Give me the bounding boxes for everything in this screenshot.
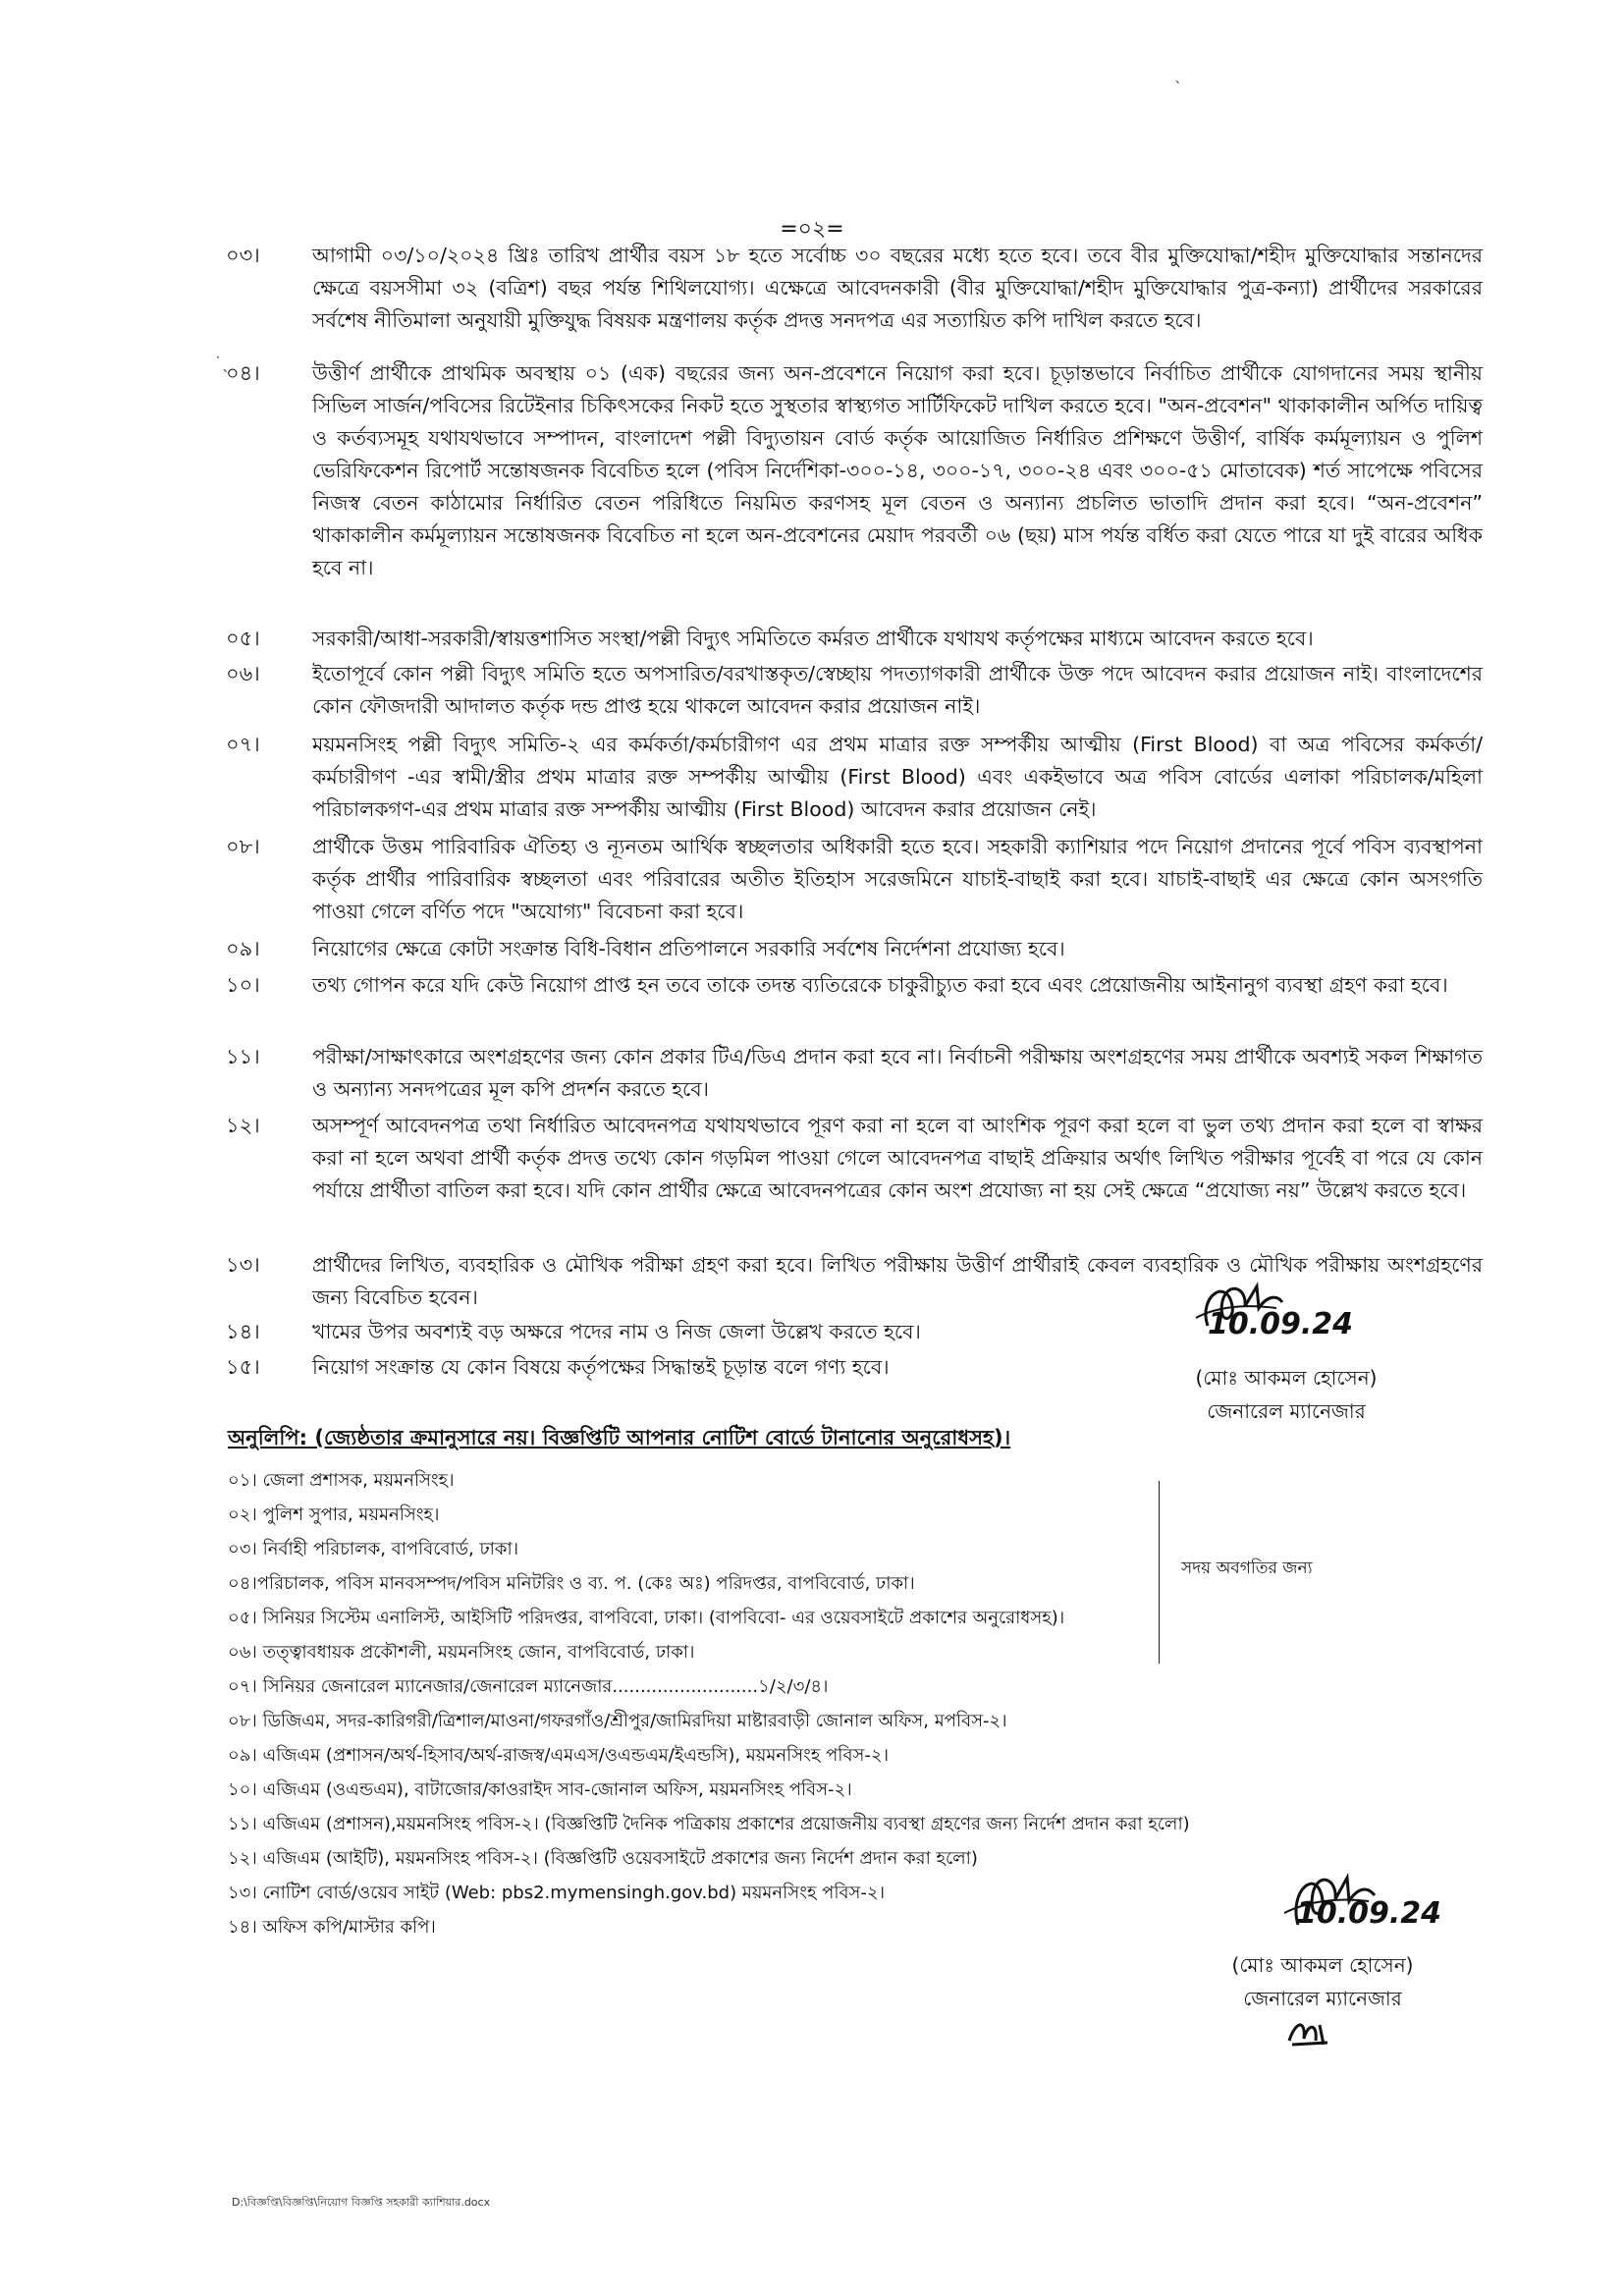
margin-mark: ˋ	[1174, 79, 1182, 97]
list-item: ০২। পুলিশ সুপার, ময়মনসিংহ।	[228, 1504, 440, 1525]
clause-number: ১১।	[226, 1045, 260, 1068]
clause-text: উত্তীর্ণ প্রার্থীকে প্রাথমিক অবস্থায় ০১ (এক) বছরের জন্য অন-প্রবেশনে নিয়োগ করা হবে। চূড়ান্তভাবে নির্বাচিত প্রার্থীকে যোগদানের সময় স্থানীয় সিভিল সার্জন/পবিসের রিটেইনার চিকিৎসকের নিকট হতে সুস্থতার স্বাস্থ্যগত সার্টিফিকেট দাখিল করতে হবে। "অন-প্রবেশন" থাকাকালীন অর্পিত দায়িত্ব ও কর্তব্যসমূহ যথাযথভাবে সম্পাদন, বাংলাদেশ পল্লী বিদ্যুতায়ন বোর্ড কর্তৃক আয়োজিত নির্ধারিত প্রশিক্ষণে উত্তীর্ণ, বার্ষিক কর্মমূল্যায়ন ও পুলিশ ভেরিফিকেশন রিপোর্ট সন্তোষজনক বিবেচিত হলে (পবিস নির্দেশিকা-৩০০-১৪, ৩০০-১৭, ৩০০-২৪ এবং ৩০০-৫১ মোতাবেক) শর্ত সাপেক্ষে পবিসের নিজস্ব বেতন কাঠামোর নির্ধারিত বেতন পরিধিতে নিয়মিত করণসহ মূল বেতন ও অন্যান্য প্রচলিত ভাতাদি প্রদান করা হবে। “অন-প্রবেশন” থাকাকালীন কর্মমূল্যায়ন সন্তোষজনক বিবেচিত না হলে অন-প্রবেশনের মেয়াদ পরবর্তী ০৬ (ছয়) মাস পর্যন্ত বর্ধিত করা যেতে পারে যা দুই বারের অধিক হবে না।	[312, 361, 1483, 579]
clause-text: অসম্পূর্ণ আবেদনপত্র তথা নির্ধারিত আবেদনপত্র যথাযথভাবে পূরণ করা না হলে বা আংশিক পূরণ করা হলে বা ভুল তথ্য প্রদান করা হলে বা স্বাক্ষর করা না হলে অথবা প্রার্থী কর্তৃক প্রদত্ত তথ্যে কোন গড়মিল পাওয়া গেলে আবেদনপত্র বাছাই প্রক্রিয়ার অর্থাৎ লিখিত পরীক্ষার পূর্বেই বা পরে যে কোন পর্যায়ে প্রার্থীতা বাতিল করা হবে। যদি কোন প্রার্থীর ক্ষেত্রে আবেদনপত্রের কোন অংশ প্রযোজ্য না হয় সেই ক্ষেত্রে “প্রযোজ্য নয়” উল্লেখ করতে হবে।	[312, 1114, 1483, 1202]
signatory-title: জেনারেল ম্যানেজার	[1207, 1399, 1366, 1423]
clause-text: খামের উপর অবশ্যই বড় অক্ষরে পদের নাম ও নিজ জেলা উল্লেখ করতে হবে।	[312, 1320, 921, 1343]
clause-08	[226, 831, 1483, 928]
bracket-divider	[1159, 1481, 1160, 1664]
clause-06	[226, 658, 1483, 723]
clause-05	[226, 623, 1483, 655]
list-item: ০৪।পরিচালক, পবিস মানবসম্পদ/পবিস মনিটরিং ও ব্য. প. (কেঃ অঃ) পরিদপ্তর, বাপবিবোর্ড, ঢাকা।	[228, 1573, 915, 1594]
clause-number: ০৯।	[226, 937, 260, 960]
list-item: ১৪। অফিস কপি/মাস্টার কপি।	[228, 1917, 436, 1938]
clause-text: তথ্য গোপন করে যদি কেউ নিয়োগ প্রাপ্ত হন তবে তাকে তদন্ত ব্যতিরেকে চাকুরীচ্যুত করা হবে এবং প্রেয়োজনীয় আইনানুগ ব্যবস্থা গ্রহণ করা হবে।	[312, 973, 1448, 997]
clause-text: নিয়োগ সংক্রান্ত যে কোন বিষয়ে কর্তৃপক্ষের সিদ্ধান্তই চূড়ান্ত বলে গণ্য হবে।	[312, 1355, 890, 1379]
list-item: ১০। এজিএম (ওএন্ডএম), বাটাজোর/কাওরাইদ সাব-জোনাল অফিস, ময়মনসিংহ পবিস-২।	[228, 1779, 852, 1800]
margin-mark: ˙ˎ	[214, 354, 230, 372]
clause-text: প্রার্থীদের লিখিত, ব্যবহারিক ও মৌখিক পরীক্ষা গ্রহণ করা হবে। লিখিত পরীক্ষায় উত্তীর্ণ প্রার্থীরাই কেবল ব্যবহারিক ও মৌখিক পরীক্ষায় অংশগ্রহণের জন্য বিবেচিত হবেন।	[312, 1253, 1483, 1309]
list-item: ০৬। তত্ত্বাবধায়ক প্রকৌশলী, ময়মনসিংহ জোন, বাপবিবোর্ড, ঢাকা।	[228, 1642, 695, 1663]
signature-date: 10.09.24	[1296, 1896, 1442, 1931]
side-note: সদয় অবগতির জন্য	[1181, 1558, 1313, 1578]
list-item: ০৯। এজিএম (প্রশাসন/অর্থ-হিসাব/অর্থ-রাজস্ব/এমএস/ওএন্ডএম/ইএন্ডসি), ময়মনসিংহ পবিস-২।	[228, 1745, 890, 1766]
copy-list-title: অনুলিপি: (জ্যেষ্ঠতার ক্রমানুসারে নয়। বিজ্ঞপ্তিটি আপনার নোটিশ বোর্ডে টানানোর অনুরোধসহ)।	[228, 1426, 1011, 1449]
signatory-name: (মোঃ আকমল হোসেন)	[1231, 1953, 1414, 1977]
clause-number: ১৫।	[226, 1355, 260, 1379]
list-item: ০৭। সিনিয়র জেনারেল ম্যানেজার/জেনারেল ম্যানেজার..........................১/২/৩/৪।	[228, 1676, 829, 1697]
page-number: =০২=	[780, 217, 844, 242]
list-item: ১৩। নোটিশ বোর্ড/ওয়েব সাইট (Web: pbs2.mymensingh.gov.bd) ময়মনসিংহ পবিস-২।	[228, 1883, 886, 1903]
file-path-footer: D:\বিজ্ঞপ্তি\বিজ্ঞপ্তি\নিয়োগ বিজ্ঞপ্তি সহকারী ক্যাশিয়ার.docx	[232, 2196, 491, 2209]
clause-text: নিয়োগের ক্ষেত্রে কোটা সংক্রান্ত বিধি-বিধান প্রতিপালনে সরকারি সর্বশেষ নির্দেশনা প্রযোজ্য হবে।	[312, 937, 1065, 960]
clause-text: ইতোপূর্বে কোন পল্লী বিদ্যুৎ সমিতি হতে অপসারিত/বরখাস্তকৃত/স্বেচ্ছায় পদত্যাগকারী প্রার্থীকে উক্ত পদে আবেদন করার প্রয়োজন নাই। বাংলাদেশের কোন ফৌজদারী আদালত কর্তৃক দন্ড প্রাপ্ত হয়ে থাকলে আবেদন করার প্রয়োজন নাই।	[312, 662, 1483, 718]
signature-date: 10.09.24	[1208, 1307, 1354, 1341]
clause-text: আগামী ০৩/১০/২০২৪ খ্রিঃ তারিখ প্রার্থীর বয়স ১৮ হতে সর্বোচ্চ ৩০ বছরের মধ্যে হতে হবে। তবে বীর মুক্তিযোদ্ধা/শহীদ মুক্তিযোদ্ধার সন্তানদের ক্ষেত্রে বয়সসীমা ৩২ (বত্রিশ) বছর পর্যন্ত শিথিলযোগ্য। এক্ষেত্রে আবেদনকারী (বীর মুক্তিযোদ্ধা/শহীদ মুক্তিযোদ্ধার পুত্র-কন্যা) প্রার্থীদের সরকারের সর্বশেষ নীতিমালা অনুযায়ী মুক্তিযুদ্ধ বিষয়ক মন্ত্রণালয় কর্তৃক প্রদত্ত সনদপত্র এর সত্যায়িত কপি দাখিল করতে হবে।	[312, 244, 1483, 332]
clause-03	[226, 240, 1483, 337]
clause-number: ০৭।	[226, 733, 260, 756]
clause-number: ০৪।	[226, 361, 260, 385]
clause-number: ১০।	[226, 973, 260, 997]
clause-number: ০৮।	[226, 835, 260, 858]
initial-mark	[1284, 2015, 1333, 2050]
list-item: ১১। এজিএম (প্রশাসন),ময়মনসিংহ পবিস-২। (বিজ্ঞপ্তিটি দৈনিক পত্রিকায় প্রকাশের প্রয়োজনীয় ব্যবস্থা গ্রহণের জন্য নির্দেশ প্রদান করা হলো)	[228, 1814, 1190, 1834]
clause-number: ০৫।	[226, 627, 260, 650]
clause-text: প্রার্থীকে উত্তম পারিবারিক ঐতিহ্য ও ন্যূনতম আর্থিক স্বচ্ছলতার অধিকারী হতে হবে। সহকারী ক্যাশিয়ার পদে নিয়োগ প্রদানের পূর্বে পবিস ব্যবস্থাপনা কর্তৃক প্রার্থীর পারিবারিক স্বচ্ছলতা এবং পরিবারের অতীত ইতিহাস সরেজমিনে যাচাই-বাছাই করা হবে। যাচাই-বাছাই এর ক্ষেত্রে কোন অসংগতি পাওয়া গেলে বর্ণিত পদে "অযোগ্য" বিবেচনা করা হবে।	[312, 835, 1483, 923]
list-item: ০৫। সিনিয়র সিস্টেম এনালিস্ট, আইসিটি পরিদপ্তর, বাপবিবো, ঢাকা। (বাপবিবো- এর ওয়েবসাইটে প্রকাশের অনুরোধসহ)।	[228, 1608, 1065, 1628]
clause-number: ০৬।	[226, 662, 260, 685]
list-item: ০১। জেলা প্রশাসক, ময়মনসিংহ।	[228, 1470, 455, 1491]
clause-number: ০৩।	[226, 244, 260, 267]
list-item: ০৮। ডিজিএম, সদর-কারিগরী/ত্রিশাল/মাওনা/গফরগাঁও/শ্রীপুর/জামিরদিয়া মাষ্টারবাড়ী জোনাল অফিস, মপবিস-২।	[228, 1711, 1007, 1731]
clause-text: সরকারী/আধা-সরকারী/স্বায়ত্তশাসিত সংস্থা/পল্লী বিদ্যুৎ সমিতিতে কর্মরত প্রার্থীকে যথাযথ কর্তৃপক্ষের মাধ্যমে আবেদন করতে হবে।	[312, 627, 1314, 650]
clause-text: ময়মনসিংহ পল্লী বিদ্যুৎ সমিতি-২ এর কর্মকর্তা/কর্মচারীগণ এর প্রথম মাত্রার রক্ত সম্পর্কীয় আত্মীয় (First Blood) বা অত্র পবিসের কর্মকর্তা/কর্মচারীগণ -এর স্বামী/স্ত্রীর প্রথম মাত্রার রক্ত সম্পর্কীয় আত্মীয় (First Blood) এবং একইভাবে অত্র পবিস বোর্ডের এলাকা পরিচালক/মহিলা পরিচালকগণ-এর প্রথম মাত্রার রক্ত সম্পর্কীয় আত্মীয় (First Blood) আবেদন করার প্রয়োজন নেই।	[312, 733, 1483, 821]
clause-number: ১২।	[226, 1114, 260, 1137]
clause-12	[226, 1110, 1483, 1207]
list-item: ১২। এজিএম (আইটি), ময়মনসিংহ পবিস-২। (বিজ্ঞপ্তিটি ওয়েবসাইটে প্রকাশের জন্য নির্দেশ প্রদান করা হলো)	[228, 1848, 978, 1869]
clause-10	[226, 969, 1483, 1002]
clause-text: পরীক্ষা/সাক্ষাৎকারে অংশগ্রহণের জন্য কোন প্রকার টিএ/ডিএ প্রদান করা হবে না। নির্বাচনী পরীক্ষায় অংশগ্রহণের সময় প্রার্থীকে অবশ্যই সকল শিক্ষাগত ও অন্যান্য সনদপত্রের মূল কপি প্রদর্শন করতে হবে।	[312, 1045, 1483, 1101]
signatory-name: (মোঃ আকমল হোসেন)	[1195, 1366, 1378, 1390]
copy-list	[228, 1463, 1210, 1944]
clause-04	[226, 357, 1483, 584]
clause-number: ১৪।	[226, 1320, 260, 1343]
signatory-title: জেনারেল ম্যানেজার	[1243, 1987, 1402, 2010]
clause-07	[226, 729, 1483, 826]
clause-11	[226, 1041, 1483, 1106]
clause-09	[226, 933, 1483, 965]
list-item: ০৩। নির্বাহী পরিচালক, বাপবিবোর্ড, ঢাকা।	[228, 1539, 519, 1559]
clause-number: ১৩।	[226, 1253, 260, 1277]
